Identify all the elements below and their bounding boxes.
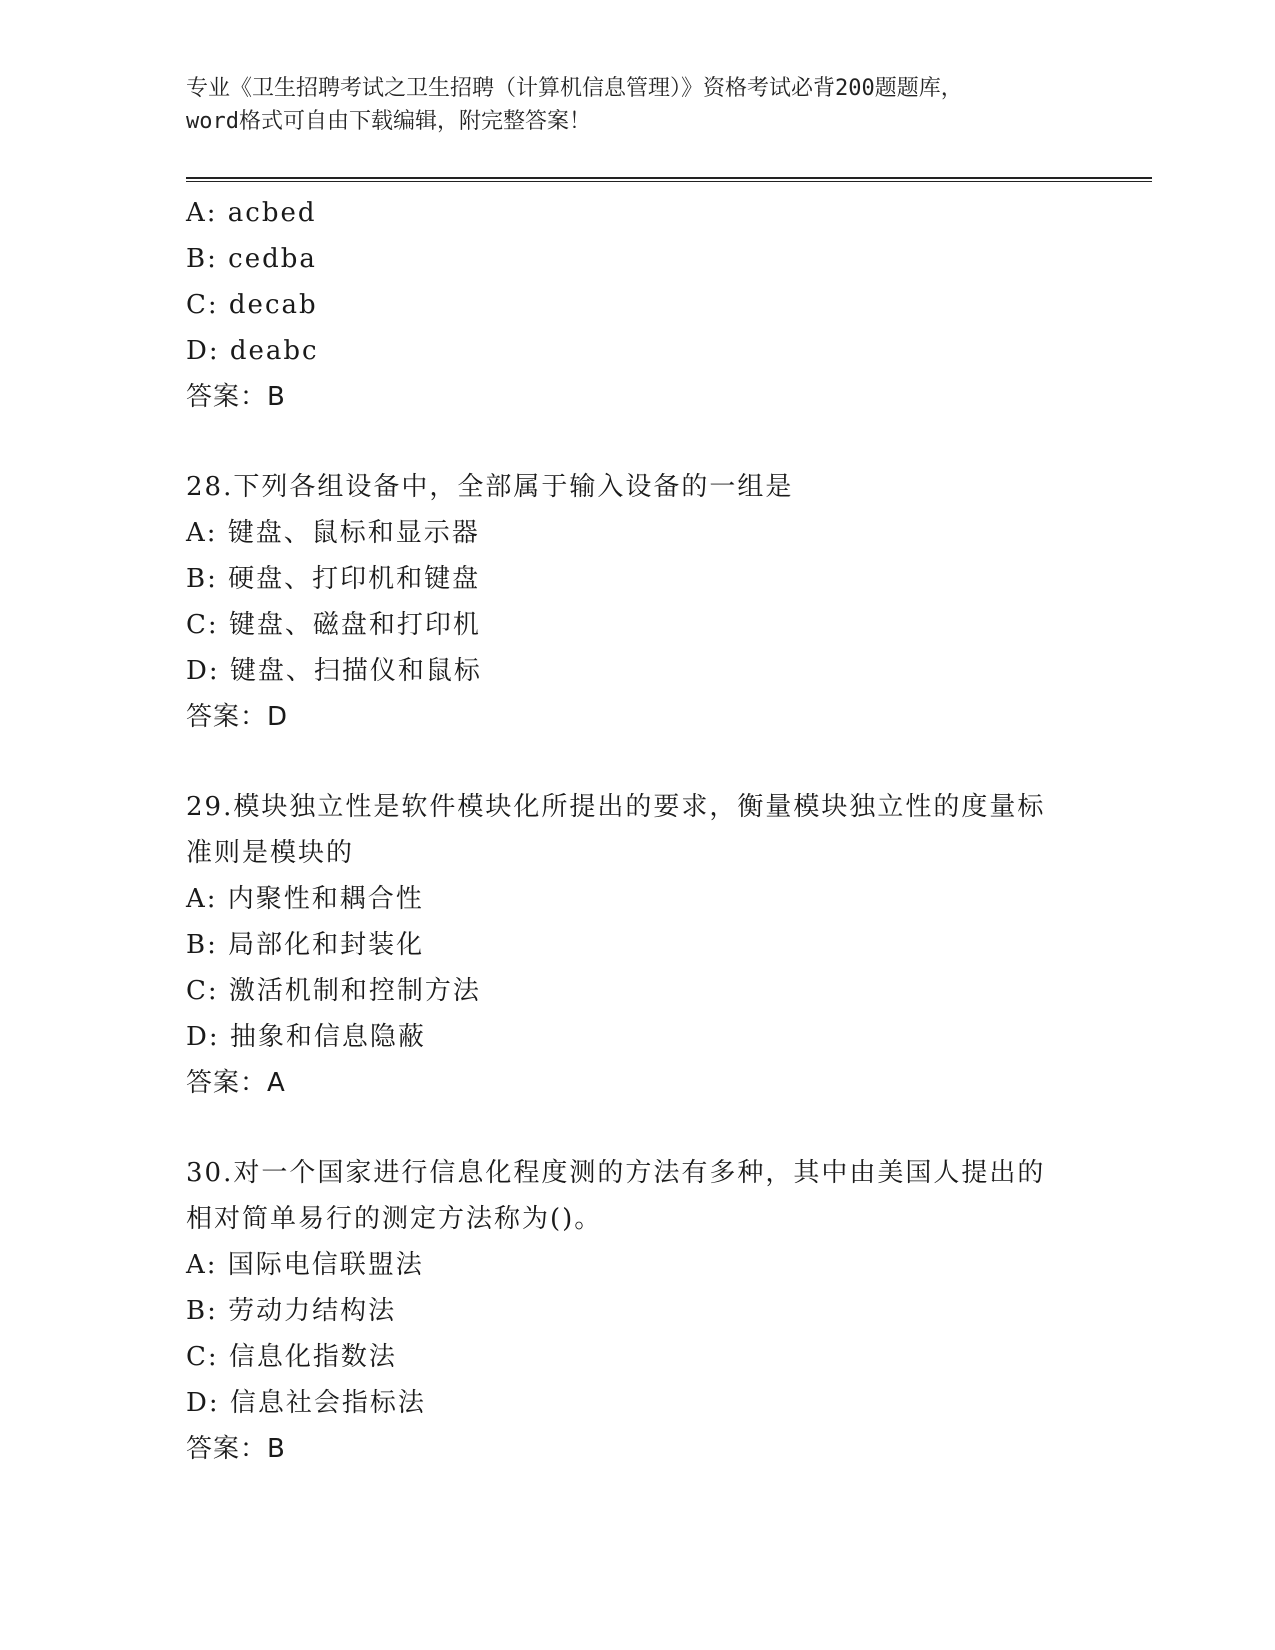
option-a: A: 内聚性和耦合性: [186, 884, 424, 914]
option-b: B: 硬盘、打印机和键盘: [186, 564, 481, 594]
option-c: C: 信息化指数法: [186, 1342, 397, 1372]
option-c: C: decab: [186, 290, 318, 320]
header-title-line-1: 专业《卫生招聘考试之卫生招聘（计算机信息管理）》资格考试必背200题题库，: [186, 76, 963, 101]
answer: 答案：D: [186, 702, 289, 732]
option-d: D: 信息社会指标法: [186, 1388, 426, 1418]
question-30: [186, 1150, 1086, 1472]
option-b: B: 局部化和封装化: [186, 930, 425, 960]
header-title-line-2: word格式可自由下载编辑，附完整答案！: [186, 109, 591, 134]
option-b: B: cedba: [186, 244, 317, 274]
option-a: A: 国际电信联盟法: [186, 1250, 424, 1280]
question-text: 29.模块独立性是软件模块化所提出的要求，衡量模块独立性的度量标准则是模块的: [186, 792, 1046, 868]
header-divider-thin: [186, 181, 1152, 182]
document-header: [186, 72, 1086, 138]
header-divider-thick: [186, 177, 1152, 179]
option-c: C: 键盘、磁盘和打印机: [186, 610, 481, 640]
option-a: A: 键盘、鼠标和显示器: [186, 518, 480, 548]
option-d: D: 键盘、扫描仪和鼠标: [186, 656, 482, 686]
question-28: [186, 464, 1086, 740]
option-c: C: 激活机制和控制方法: [186, 976, 481, 1006]
answer: 答案：A: [186, 1068, 286, 1098]
question-list: [186, 190, 1086, 1472]
answer: 答案：B: [186, 1434, 286, 1464]
question-27-tail: [186, 190, 1086, 420]
question-text: 28.下列各组设备中，全部属于输入设备的一组是: [186, 472, 794, 502]
option-b: B: 劳动力结构法: [186, 1296, 397, 1326]
option-d: D: 抽象和信息隐蔽: [186, 1022, 426, 1052]
answer: 答案：B: [186, 382, 286, 412]
option-a: A: acbed: [186, 198, 317, 228]
option-d: D: deabc: [186, 336, 319, 366]
question-text: 30.对一个国家进行信息化程度测的方法有多种，其中由美国人提出的相对简单易行的测定方法称为()。: [186, 1158, 1046, 1234]
question-29: [186, 784, 1086, 1106]
